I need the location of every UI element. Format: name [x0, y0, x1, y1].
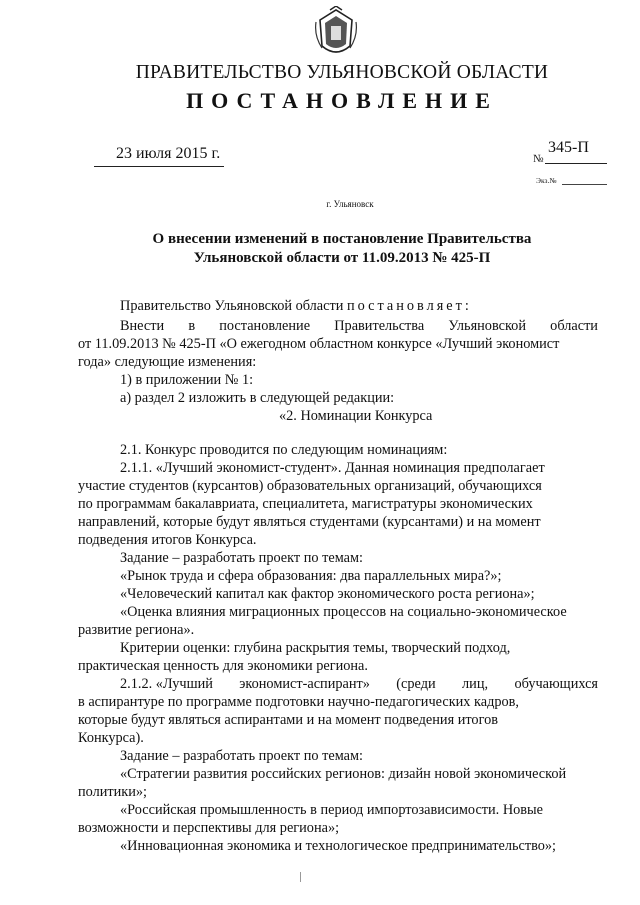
body-line: практическая ценность для экономики региона.: [78, 658, 368, 674]
body-line: Критерии оценки: глубина раскрытия темы, творческий подход,: [120, 640, 511, 656]
body-line: по программам бакалавриата, специалитета, магистратуры экономических: [78, 496, 533, 512]
body-line: 1) в приложении № 1:: [120, 372, 254, 388]
document-type: ПОСТАНОВЛЕНИЕ: [186, 88, 498, 113]
body-line: [120, 318, 598, 334]
title-line: Ульяновской области от 11.09.2013 № 425-П: [193, 250, 491, 266]
body-line: «Оценка влияния миграционных процессов на социально-экономическое: [120, 604, 567, 620]
city: г. Ульяновск: [326, 199, 374, 209]
body-line: развитие региона».: [78, 622, 195, 638]
body-line: [120, 298, 472, 314]
number-underline: [545, 163, 607, 164]
body-line: от 11.09.2013 № 425-П «О ежегодном областном конкурсе «Лучший экономист: [78, 336, 560, 352]
body-line: участие студентов (курсантов) образовательных организаций, обучающихся: [78, 478, 542, 494]
body-line: «Российская промышленность в период импортозависимости. Новые: [120, 802, 544, 818]
decree-date: 23 июля 2015 г.: [116, 145, 221, 162]
body-line: подведения итогов Конкурса.: [78, 532, 257, 548]
body-line: Конкурса).: [78, 730, 144, 746]
decree-title: [0, 230, 640, 268]
copy-underline: [562, 184, 607, 185]
copy-label: Экз.№: [536, 176, 557, 185]
body-line: «Инновационная экономика и технологическое предпринимательство»;: [120, 838, 557, 854]
date-underline: [94, 166, 224, 167]
word: в: [188, 318, 196, 334]
number-sign: №: [533, 153, 544, 165]
body-line: года» следующие изменения:: [78, 354, 257, 370]
body-line: «2. Номинации Конкурса: [279, 408, 433, 424]
title-line: О внесении изменений в постановление Правительства: [152, 231, 532, 247]
body-line: «Человеческий капитал как фактор экономического роста региона»;: [120, 586, 535, 602]
word: Ульяновской: [448, 318, 526, 334]
body-line: 2.1.1. «Лучший экономист-студент». Данная номинация предполагает: [120, 460, 545, 476]
body-line: которые будут являться аспирантами и на момент подведения итогов: [78, 712, 498, 728]
word: экономист-аспирант»: [239, 676, 370, 692]
intro-verb: постановляет:: [346, 298, 472, 314]
scan-mark: [300, 872, 301, 882]
word: Внести: [120, 318, 165, 334]
body-line: направлений, которые будут являться студентами (курсантами) и на момент: [78, 514, 541, 530]
intro-text: Правительство Ульяновской области: [120, 298, 347, 314]
body-line: «Рынок труда и сфера образования: два параллельных мира?»;: [120, 568, 502, 584]
decree-number: 345-П: [548, 139, 589, 156]
body-line: возможности и перспективы для региона»;: [78, 820, 340, 836]
body-line: [120, 676, 598, 692]
word: области: [550, 318, 598, 334]
body-line: Задание – разработать проект по темам:: [120, 550, 364, 566]
body-line: Задание – разработать проект по темам:: [120, 748, 364, 764]
coat-of-arms-icon: [314, 6, 358, 60]
body-line: 2.1. Конкурс проводится по следующим номинациям:: [120, 442, 448, 458]
body-line: а) раздел 2 изложить в следующей редакции:: [120, 390, 395, 406]
word: Правительства: [334, 318, 425, 334]
word: лиц,: [462, 676, 489, 692]
word: 2.1.2. «Лучший: [120, 676, 213, 692]
government-name: ПРАВИТЕЛЬСТВО УЛЬЯНОВСКОЙ ОБЛАСТИ: [135, 62, 549, 83]
body-line: политики»;: [78, 784, 148, 800]
word: постановление: [219, 318, 311, 334]
word: (среди: [396, 676, 436, 692]
body-line: «Стратегии развития российских регионов: дизайн новой экономической: [120, 766, 567, 782]
body-line: в аспирантуре по программе подготовки научно-педагогических кадров,: [78, 694, 519, 710]
word: обучающихся: [514, 676, 598, 692]
